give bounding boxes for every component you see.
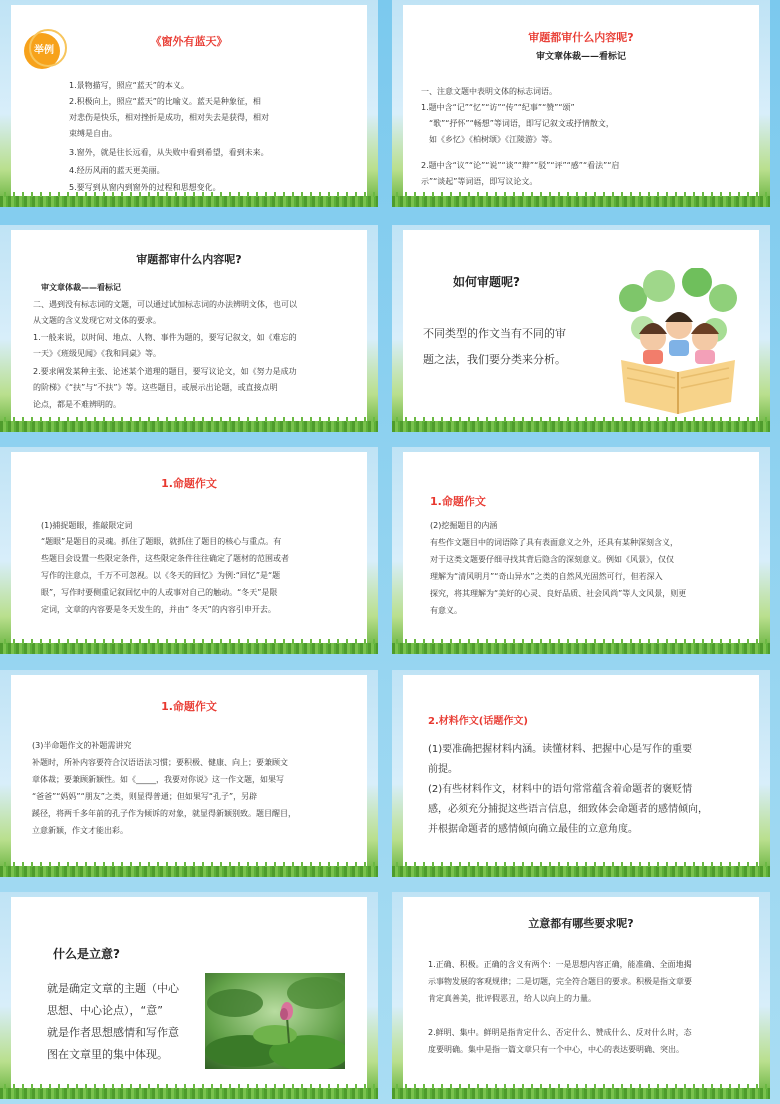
body-line: 图在文章里的集中体现。	[47, 1048, 168, 1061]
body-line: 5.要写到从窗内到窗外的过程和思想变化。	[69, 183, 221, 192]
body-line: 1.一般来说，以时间、地点、人物、事件为题的，要写记叙文，如《难忘的	[33, 333, 297, 342]
body-line: 题之法，我们要分类来分析。	[423, 353, 566, 366]
body-line: 2.鲜明、集中。鲜明是指肯定什么、否定什么、赞成什么、反对什么时，态	[428, 1028, 692, 1037]
body-line: 写作的注意点，千万不可忽视。以《冬天的回忆》为例:“回忆”是“题	[41, 571, 281, 580]
body-line: 立意新颖，作文才能出彩。	[32, 826, 128, 835]
slide-title: 如何审题呢?	[453, 275, 520, 289]
body-line: (1)要准确把握材料内涵。读懂材料、把握中心是写作的重要	[428, 744, 693, 755]
slide-card	[11, 230, 367, 426]
body-line: 理解为“清风明月”“奇山异水”之类的自然风光固然可行，但若深入	[430, 572, 663, 581]
slide-9[interactable]	[0, 892, 378, 1099]
body-line: “爸爸”“妈妈”“朋友”之类，则显得普通；但如果写“孔子”，另辟	[32, 792, 258, 801]
slide-title: 什么是立意?	[53, 947, 120, 961]
slide-card	[11, 452, 367, 648]
slide-4[interactable]	[392, 225, 770, 432]
body-line: 蹊径，将两千多年前的孔子作为倾诉的对象，就显得新颖别致。题目醒目，	[32, 809, 296, 818]
slide-6[interactable]	[392, 447, 770, 654]
slide-3[interactable]	[0, 225, 378, 432]
kids-reading-book-illustration	[613, 268, 743, 418]
grass-strip	[0, 643, 378, 654]
grass-strip	[0, 1088, 378, 1099]
body-line: 些题目会设置一些限定条件，这些限定条件往往确定了题材的范围或者	[41, 554, 289, 563]
slide-10[interactable]	[392, 892, 770, 1099]
grass-strip	[0, 196, 378, 207]
body-line: 对悲伤是快乐，相对挫折是成功，相对失去是获得，相对	[69, 113, 269, 122]
body-line: 对于这类文题要仔细寻找其背后隐含的深刻意义。例如《风景》，仅仅	[430, 555, 674, 564]
slide-card	[403, 897, 759, 1093]
slide-title: 立意都有哪些要求呢?	[528, 917, 634, 930]
grass-strip	[392, 1088, 770, 1099]
slide-subtitle: 审文章体裁——看标记	[535, 52, 626, 62]
slide-subtitle: 审文章体裁——看标记	[41, 283, 121, 292]
body-line: 不同类型的作文当有不同的审	[423, 327, 566, 340]
body-line: 论点，都是不难辨明的。	[33, 400, 121, 409]
body-line: 感，必须充分捕捉这些语言信息，细致体会命题者的感情倾向，	[428, 804, 708, 815]
body-line: 思想、中心论点），“意”	[47, 1004, 163, 1017]
body-line: (2)挖掘题目的内涵	[430, 521, 498, 530]
slide-title: 《窗外有蓝天》	[150, 35, 228, 48]
slide-2[interactable]	[392, 0, 770, 207]
body-line: 的阶梯》《“扶”与“不扶”》等。这些题目，或展示出论题，或直接点明	[33, 383, 278, 392]
body-line: 定词，文章的内容要是冬天发生的，并由“ 冬天”的内容引申开去。	[41, 605, 276, 614]
slide-title: 审题都审什么内容呢?	[528, 31, 634, 44]
body-line: 前提。	[428, 764, 458, 775]
example-badge-label: 举例	[34, 45, 54, 56]
body-line: 度要明确。集中是指一篇文章只有一个中心，中心的表达要明确、突出。	[428, 1045, 684, 1054]
flower-photo	[205, 973, 345, 1069]
body-line: 4.经历风雨的蓝天更美丽。	[69, 166, 165, 175]
slide-title: 审题都审什么内容呢?	[136, 253, 242, 266]
slide-title: 2.材料作文(话题作文)	[428, 716, 528, 727]
body-line: 如《乡忆》《柏树颂》《江陵游》等。	[429, 135, 557, 144]
body-line: 1.景物描写，照应“蓝天”的本义。	[69, 81, 189, 90]
slide-title: 1.命题作文	[161, 700, 217, 713]
body-line: “歌”“抒怀”“畅想”等词语，即写记叙文或抒情散文，	[429, 119, 614, 128]
slide-1[interactable]	[0, 0, 378, 207]
body-line: 示事物发展的客观规律；二是切题，完全符合题目的要求。积极是指文章要	[428, 977, 692, 986]
slide-card	[403, 452, 759, 648]
body-line: (3)半命题作文的补题需讲究	[32, 741, 132, 750]
grass-strip	[0, 421, 378, 432]
body-line: 就是确定文章的主题（中心	[47, 982, 179, 995]
body-line: 2.题中含“议”“论”“说”“谈”“辩”“驳”“评”“感”“看法”“启	[421, 161, 620, 170]
slide-card	[11, 897, 367, 1093]
body-line: 并根据命题者的感情倾向确立最佳的立意角度。	[428, 824, 638, 835]
body-line: 有意义。	[430, 606, 462, 615]
body-line: (1)捕捉题眼，推敲限定词	[41, 521, 133, 530]
body-line: 章体裁；要兼顾新颖性。如《_____，我要对你说》这一作文题，如果写	[32, 775, 284, 784]
body-line: 二、遇到没有标志词的文题，可以通过试加标志词的办法辨明文体，也可以	[33, 300, 297, 309]
body-line: 补题时，所补内容要符合汉语语法习惯；要积极、健康、向上；要兼顾文	[32, 758, 288, 767]
body-line: 一、注意文题中表明文体的标志词语。	[421, 87, 557, 96]
grass-strip	[392, 643, 770, 654]
body-line: 1.题中含“记”“忆”“访”“传”“纪事”“赞”“颂”	[421, 103, 575, 112]
body-line: 眼”，写作时要侧重记叙回忆中的人或事对自己的触动。“冬天”是限	[41, 588, 278, 597]
slide-card	[11, 675, 367, 871]
slide-8[interactable]	[392, 670, 770, 877]
slide-7[interactable]	[0, 670, 378, 877]
body-line: 2.积极向上，照应“蓝天”的比喻义。蓝天是种象征，相	[69, 97, 261, 106]
body-line: 2.要求阐发某种主张、论述某个道理的题目，要写议论文，如《努力是成功	[33, 367, 297, 376]
grass-strip	[392, 866, 770, 877]
slide-card	[403, 675, 759, 871]
body-line: 从文题的含义发现它对文体的要求。	[33, 316, 161, 325]
body-line: 就是作者思想感情和写作意	[47, 1026, 179, 1039]
body-line: 示”“谈起”等词语，即写议论文。	[421, 177, 538, 186]
body-line: 束缚是自由。	[69, 129, 117, 138]
body-line: 探究，将其理解为“美好的心灵、良好品质、社会风尚”等人文风景，则更	[430, 589, 687, 598]
body-line: 1.正确、积极。正确的含义有两个：一是思想内容正确，能准确、全面地揭	[428, 960, 692, 969]
grass-strip	[392, 421, 770, 432]
body-line: “题眼”是题目的灵魂。抓住了题眼，就抓住了题目的核心与重点。有	[41, 537, 282, 546]
slide-card	[403, 5, 759, 201]
grass-strip	[0, 866, 378, 877]
slide-title: 1.命题作文	[430, 495, 486, 508]
body-line: 一天》《班级见闻》《我和同桌》等。	[33, 349, 161, 358]
slide-5[interactable]	[0, 447, 378, 654]
slide-title: 1.命题作文	[161, 477, 217, 490]
body-line: 有些作文题目中的词语除了具有表面意义之外，还具有某种深刻含义，	[430, 538, 678, 547]
grass-strip	[392, 196, 770, 207]
body-line: 3.窗外，就是往长远看，从失败中看到希望，看到未来。	[69, 148, 269, 157]
slide-card	[403, 230, 759, 426]
body-line: 肯定真善美，批评假恶丑，给人以向上的力量。	[428, 994, 596, 1003]
body-line: (2)有些材料作文，材料中的语句常常蕴含着命题者的褒贬情	[428, 784, 693, 795]
slide-card	[11, 5, 367, 201]
